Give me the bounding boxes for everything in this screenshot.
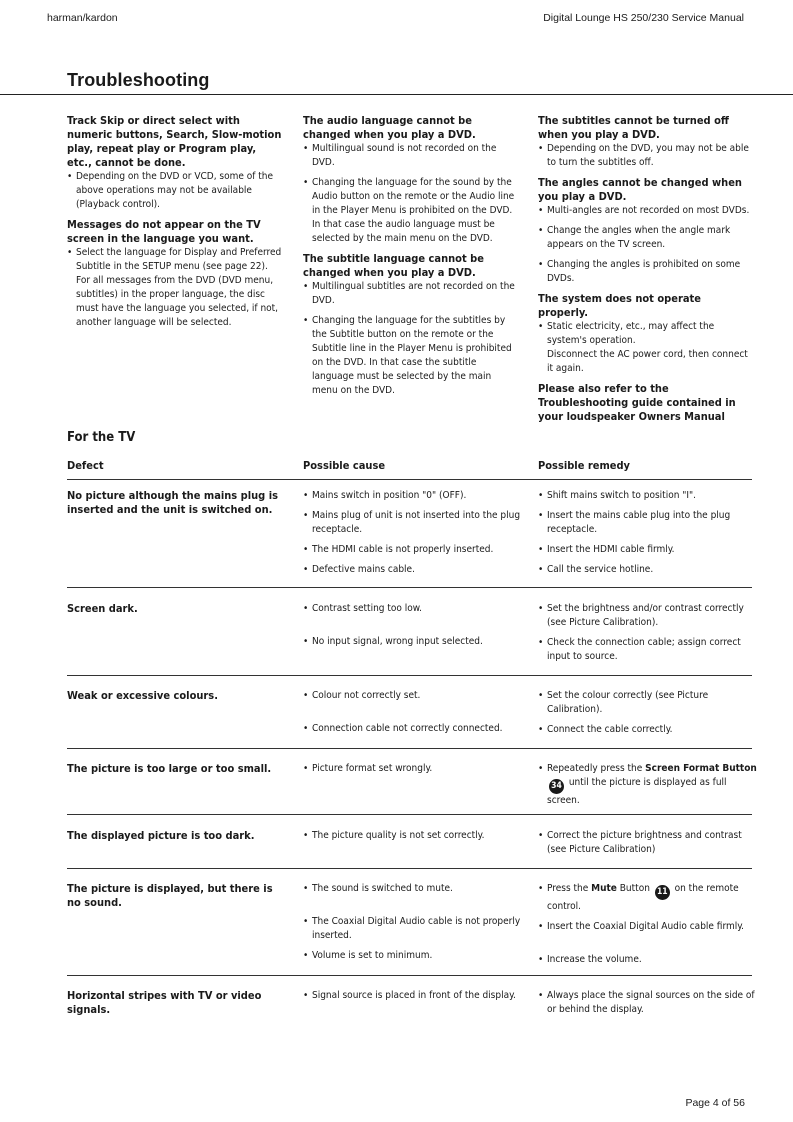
- remedies: [538, 882, 758, 967]
- cause-item: • Contrast setting too low.: [303, 602, 523, 616]
- cause-item: • The sound is switched to mute.: [303, 882, 523, 896]
- table-divider: [67, 675, 752, 676]
- remedies: [538, 989, 758, 1017]
- remedy-item: • Set the brightness and/or contrast correctly (see Picture Calibration).: [538, 602, 758, 630]
- remedy-item: • Shift mains switch to position "I".: [538, 489, 758, 503]
- answer: • Change the angles when the angle mark appears on the TV screen.: [538, 224, 753, 252]
- causes: [303, 489, 523, 577]
- causes: [303, 829, 523, 843]
- remedy-item: • Connect the cable correctly.: [538, 723, 758, 737]
- column-1: [67, 114, 282, 330]
- page-number: Page 4 of 56: [685, 1097, 745, 1109]
- button-number-badge: 11: [655, 885, 670, 900]
- cause-item: • Picture format set wrongly.: [303, 762, 523, 776]
- question: The system does not operate properly.: [538, 292, 701, 319]
- answer: • Select the language for Display and Preferred Subtitle in the SETUP menu (see page 22). For all messages from the DVD (DVD menu, subtitles) in the proper language, the disc must have the language you selected, if not, another language will be selected.: [67, 246, 282, 330]
- remedy-text: Button: [616, 883, 653, 894]
- remedies: [538, 829, 758, 857]
- causes: [303, 762, 523, 776]
- header-cause: Possible cause: [303, 459, 386, 472]
- cause-item: • Mains plug of unit is not inserted into the plug receptacle.: [303, 509, 523, 537]
- answer: • Depending on the DVD or VCD, some of the above operations may not be available (Playback control).: [67, 170, 282, 212]
- title-divider: [0, 94, 793, 95]
- cause-item: • Signal source is placed in front of the display.: [303, 989, 523, 1003]
- mute-button-label: Mute: [591, 883, 617, 894]
- causes: [303, 689, 523, 736]
- answer: • Changing the angles is prohibited on some DVDs.: [538, 258, 753, 286]
- causes: [303, 602, 523, 649]
- question: The angles cannot be changed when you play a DVD.: [538, 176, 742, 203]
- remedy-item: • Insert the mains cable plug into the plug receptacle.: [538, 509, 758, 537]
- remedy-item: • Correct the picture brightness and contrast (see Picture Calibration): [538, 829, 758, 857]
- defect: The picture is displayed, but there is no sound.: [67, 882, 273, 909]
- owners-manual-note: Please also refer to the Troubleshooting guide contained in your loudspeaker Owners Manual: [538, 382, 736, 423]
- answer: • Multilingual sound is not recorded on the DVD.: [303, 142, 518, 170]
- remedy-item: • Set the colour correctly (see Picture Calibration).: [538, 689, 758, 717]
- table-divider: [67, 868, 752, 869]
- defect: Weak or excessive colours.: [67, 689, 218, 702]
- remedy-text: until the picture is displayed as full screen.: [547, 777, 727, 806]
- button-number-badge: 34: [549, 779, 564, 794]
- defect: The displayed picture is too dark.: [67, 829, 255, 842]
- cause-item: • The HDMI cable is not properly inserted.: [303, 543, 523, 557]
- screen-format-button-label: Screen Format Button: [645, 763, 757, 774]
- remedy-item: • Insert the Coaxial Digital Audio cable firmly.: [538, 920, 758, 934]
- header-defect: Defect: [67, 459, 104, 472]
- remedy-item: • Insert the HDMI cable firmly.: [538, 543, 758, 557]
- remedies: [538, 602, 758, 664]
- defect: Horizontal stripes with TV or video signals.: [67, 989, 262, 1016]
- cause-item: • Defective mains cable.: [303, 563, 523, 577]
- cause-item: • Colour not correctly set.: [303, 689, 523, 703]
- table-divider: [67, 814, 752, 815]
- question: The audio language cannot be changed when you play a DVD.: [303, 114, 476, 141]
- defect: No picture although the mains plug is inserted and the unit is switched on.: [67, 489, 278, 516]
- page-title: Troubleshooting: [67, 70, 210, 90]
- table-divider: [67, 975, 752, 976]
- remedy-item: • Always place the signal sources on the side of or behind the display.: [538, 989, 758, 1017]
- cause-item: • Volume is set to minimum.: [303, 949, 523, 963]
- table-divider: [67, 479, 752, 480]
- question: The subtitles cannot be turned off when you play a DVD.: [538, 114, 729, 141]
- remedy-item: [538, 882, 758, 914]
- brand-name: harman/kardon: [47, 12, 118, 24]
- answer: • Multi-angles are not recorded on most DVDs.: [538, 204, 753, 218]
- defect: Screen dark.: [67, 602, 138, 615]
- remedies: [538, 762, 758, 808]
- table-divider: [67, 748, 752, 749]
- column-3: [538, 114, 753, 424]
- answer: • Static electricity, etc., may affect the system's operation.: [538, 320, 753, 348]
- remedy-text: on the remote control.: [547, 883, 739, 912]
- question: Track Skip or direct select with numeric buttons, Search, Slow-motion play, repeat play or Program play, etc., cannot be done.: [67, 114, 282, 169]
- remedies: [538, 689, 758, 737]
- answer-continued: Disconnect the AC power cord, then connect it again.: [547, 349, 748, 374]
- remedy-text: Repeatedly press the: [547, 763, 646, 774]
- answer: • Changing the language for the sound by the Audio button on the remote or the Audio line in the Player Menu is prohibited on the DVD. In that case the audio language must be selected by the main menu on the DVD.: [303, 176, 518, 246]
- table-divider: [67, 587, 752, 588]
- answer: • Changing the language for the subtitles by the Subtitle button on the remote or the Subtitle line in the Player Menu is prohibited on the DVD. In that case the subtitle language must be selected by the main menu on the DVD.: [303, 314, 518, 398]
- cause-item: • Connection cable not correctly connected.: [303, 722, 523, 736]
- answer: • Multilingual subtitles are not recorded on the DVD.: [303, 280, 518, 308]
- remedy-text: Press the: [547, 883, 592, 894]
- header-remedy: Possible remedy: [538, 459, 631, 472]
- defect: The picture is too large or too small.: [67, 762, 272, 775]
- manual-title: Digital Lounge HS 250/230 Service Manual: [543, 12, 744, 24]
- column-2: [303, 114, 518, 398]
- causes: [303, 882, 523, 963]
- cause-item: • Mains switch in position "0" (OFF).: [303, 489, 523, 503]
- cause-item: • The Coaxial Digital Audio cable is not properly inserted.: [303, 915, 523, 943]
- remedy-item: • Check the connection cable; assign correct input to source.: [538, 636, 758, 664]
- section-title-tv: For the TV: [67, 430, 136, 445]
- remedy-item: • Increase the volume.: [538, 953, 758, 967]
- question: Messages do not appear on the TV screen in the language you want.: [67, 218, 261, 245]
- causes: [303, 989, 523, 1003]
- answer: • Depending on the DVD, you may not be able to turn the subtitles off.: [538, 142, 753, 170]
- cause-item: • No input signal, wrong input selected.: [303, 635, 523, 649]
- remedy-item: • Call the service hotline.: [538, 563, 758, 577]
- cause-item: • The picture quality is not set correctly.: [303, 829, 523, 843]
- question: The subtitle language cannot be changed when you play a DVD.: [303, 252, 484, 279]
- remedies: [538, 489, 758, 577]
- remedy-item: [538, 762, 758, 808]
